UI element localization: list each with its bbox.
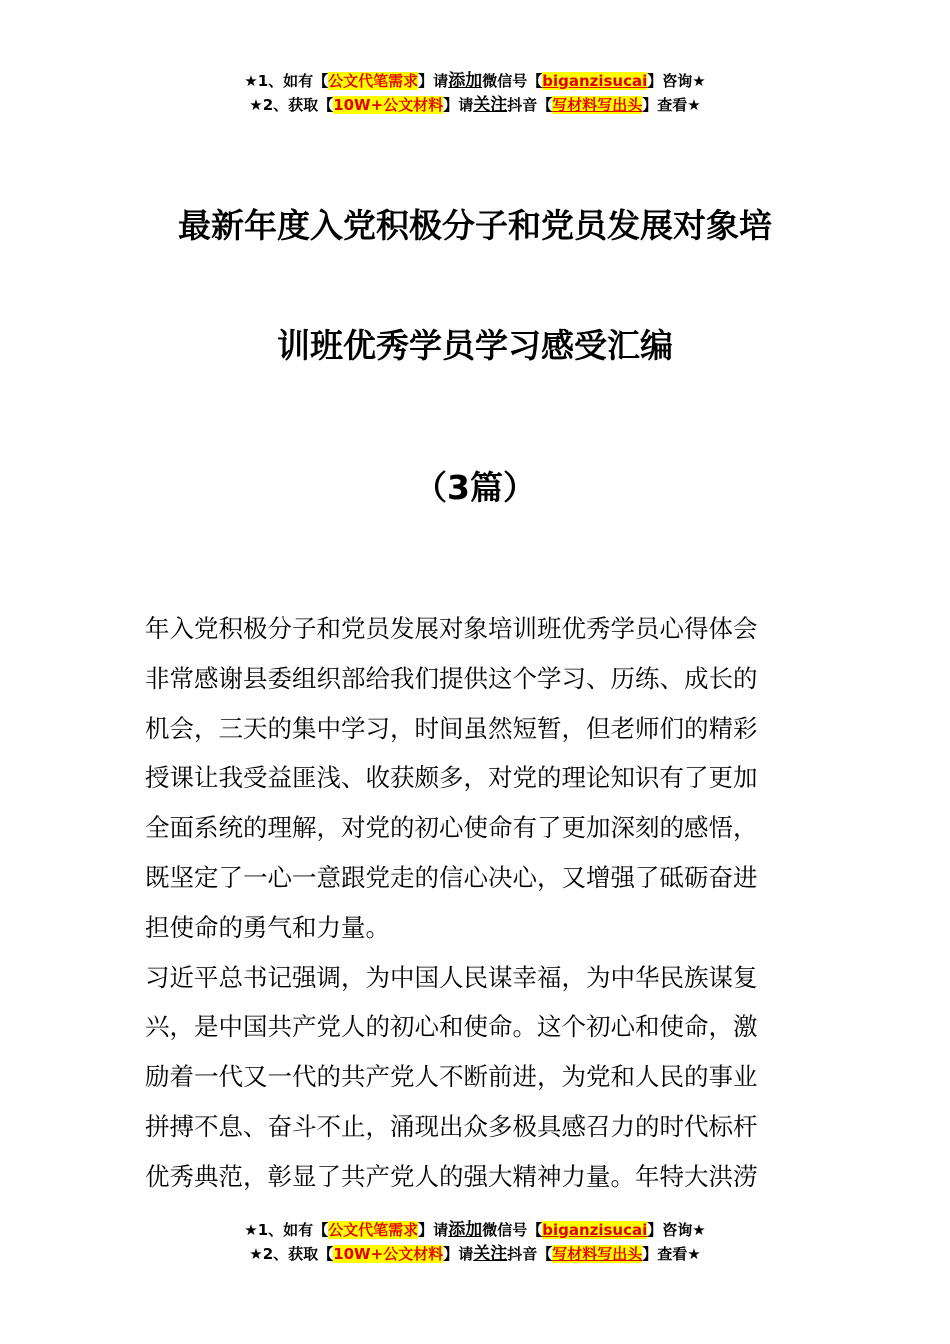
text: 】咨询★ bbox=[647, 1221, 706, 1239]
text: 】请 bbox=[418, 1221, 449, 1239]
body-line: 既坚定了一心一意跟党走的信心决心，又增强了砥砺奋进 bbox=[145, 862, 758, 892]
banner-line-1 bbox=[0, 69, 950, 93]
body-line: 全面系统的理解，对党的初心使命有了更加深刻的感悟， bbox=[145, 813, 758, 843]
body-line: 习近平总书记强调，为中国人民谋幸福，为中华民族谋复 bbox=[145, 962, 758, 992]
wechat-id: biganzisucai bbox=[542, 1221, 648, 1239]
text: ★2、获取【 bbox=[249, 96, 334, 114]
highlight: 公文代笔需求 bbox=[328, 72, 419, 90]
body-line: 兴，是中国共产党人的初心和使命。这个初心和使命，激 bbox=[145, 1012, 758, 1042]
highlight: 10W+公文材料 bbox=[333, 96, 444, 114]
text: 抖音【 bbox=[507, 96, 553, 114]
title-line-2: 训班优秀学员学习感受汇编 bbox=[277, 326, 673, 365]
banner-line-2 bbox=[0, 1242, 950, 1266]
title-count: （3篇） bbox=[414, 468, 536, 507]
header-banner bbox=[0, 69, 950, 117]
douyin-id: 写材料写出头 bbox=[552, 1245, 643, 1263]
text: 】请 bbox=[443, 96, 474, 114]
highlight: 10W+公文材料 bbox=[333, 1245, 444, 1263]
emphasis: 关注 bbox=[473, 95, 508, 115]
body-line: 拼搏不息、奋斗不止，涌现出众多极具感召力的时代标杆 bbox=[145, 1111, 758, 1141]
wechat-id: biganzisucai bbox=[542, 72, 648, 90]
text: 】查看★ bbox=[642, 96, 701, 114]
banner-line-1 bbox=[0, 1218, 950, 1242]
text: ★2、获取【 bbox=[249, 1245, 334, 1263]
text: 】请 bbox=[418, 72, 449, 90]
emphasis: 添加 bbox=[448, 71, 483, 91]
text: 】咨询★ bbox=[647, 72, 706, 90]
text: 抖音【 bbox=[507, 1245, 553, 1263]
body-line: 授课让我受益匪浅、收获颇多，对党的理论知识有了更加 bbox=[145, 763, 758, 793]
emphasis: 关注 bbox=[473, 1244, 508, 1264]
body-text bbox=[145, 604, 815, 1202]
body-line: 担使命的勇气和力量。 bbox=[145, 912, 390, 942]
douyin-id: 写材料写出头 bbox=[552, 96, 643, 114]
body-line: 优秀典范，彰显了共产党人的强大精神力量。年特大洪涝 bbox=[145, 1161, 758, 1191]
body-line: 励着一代又一代的共产党人不断前进，为党和人民的事业 bbox=[145, 1062, 758, 1092]
text: 】请 bbox=[443, 1245, 474, 1263]
emphasis: 添加 bbox=[448, 1220, 483, 1240]
footer-banner bbox=[0, 1218, 950, 1266]
highlight: 公文代笔需求 bbox=[328, 1221, 419, 1239]
text: 微信号【 bbox=[482, 72, 543, 90]
banner-line-2 bbox=[0, 93, 950, 117]
text: 】查看★ bbox=[642, 1245, 701, 1263]
text: ★1、如有【 bbox=[244, 1221, 329, 1239]
body-line: 机会，三天的集中学习，时间虽然短暂，但老师们的精彩 bbox=[145, 713, 758, 743]
title-line-1: 最新年度入党积极分子和党员发展对象培 bbox=[178, 206, 772, 245]
text: ★1、如有【 bbox=[244, 72, 329, 90]
body-line: 非常感谢县委组织部给我们提供这个学习、历练、成长的 bbox=[145, 663, 758, 693]
text: 微信号【 bbox=[482, 1221, 543, 1239]
body-line: 年入党积极分子和党员发展对象培训班优秀学员心得体会 bbox=[145, 614, 758, 643]
